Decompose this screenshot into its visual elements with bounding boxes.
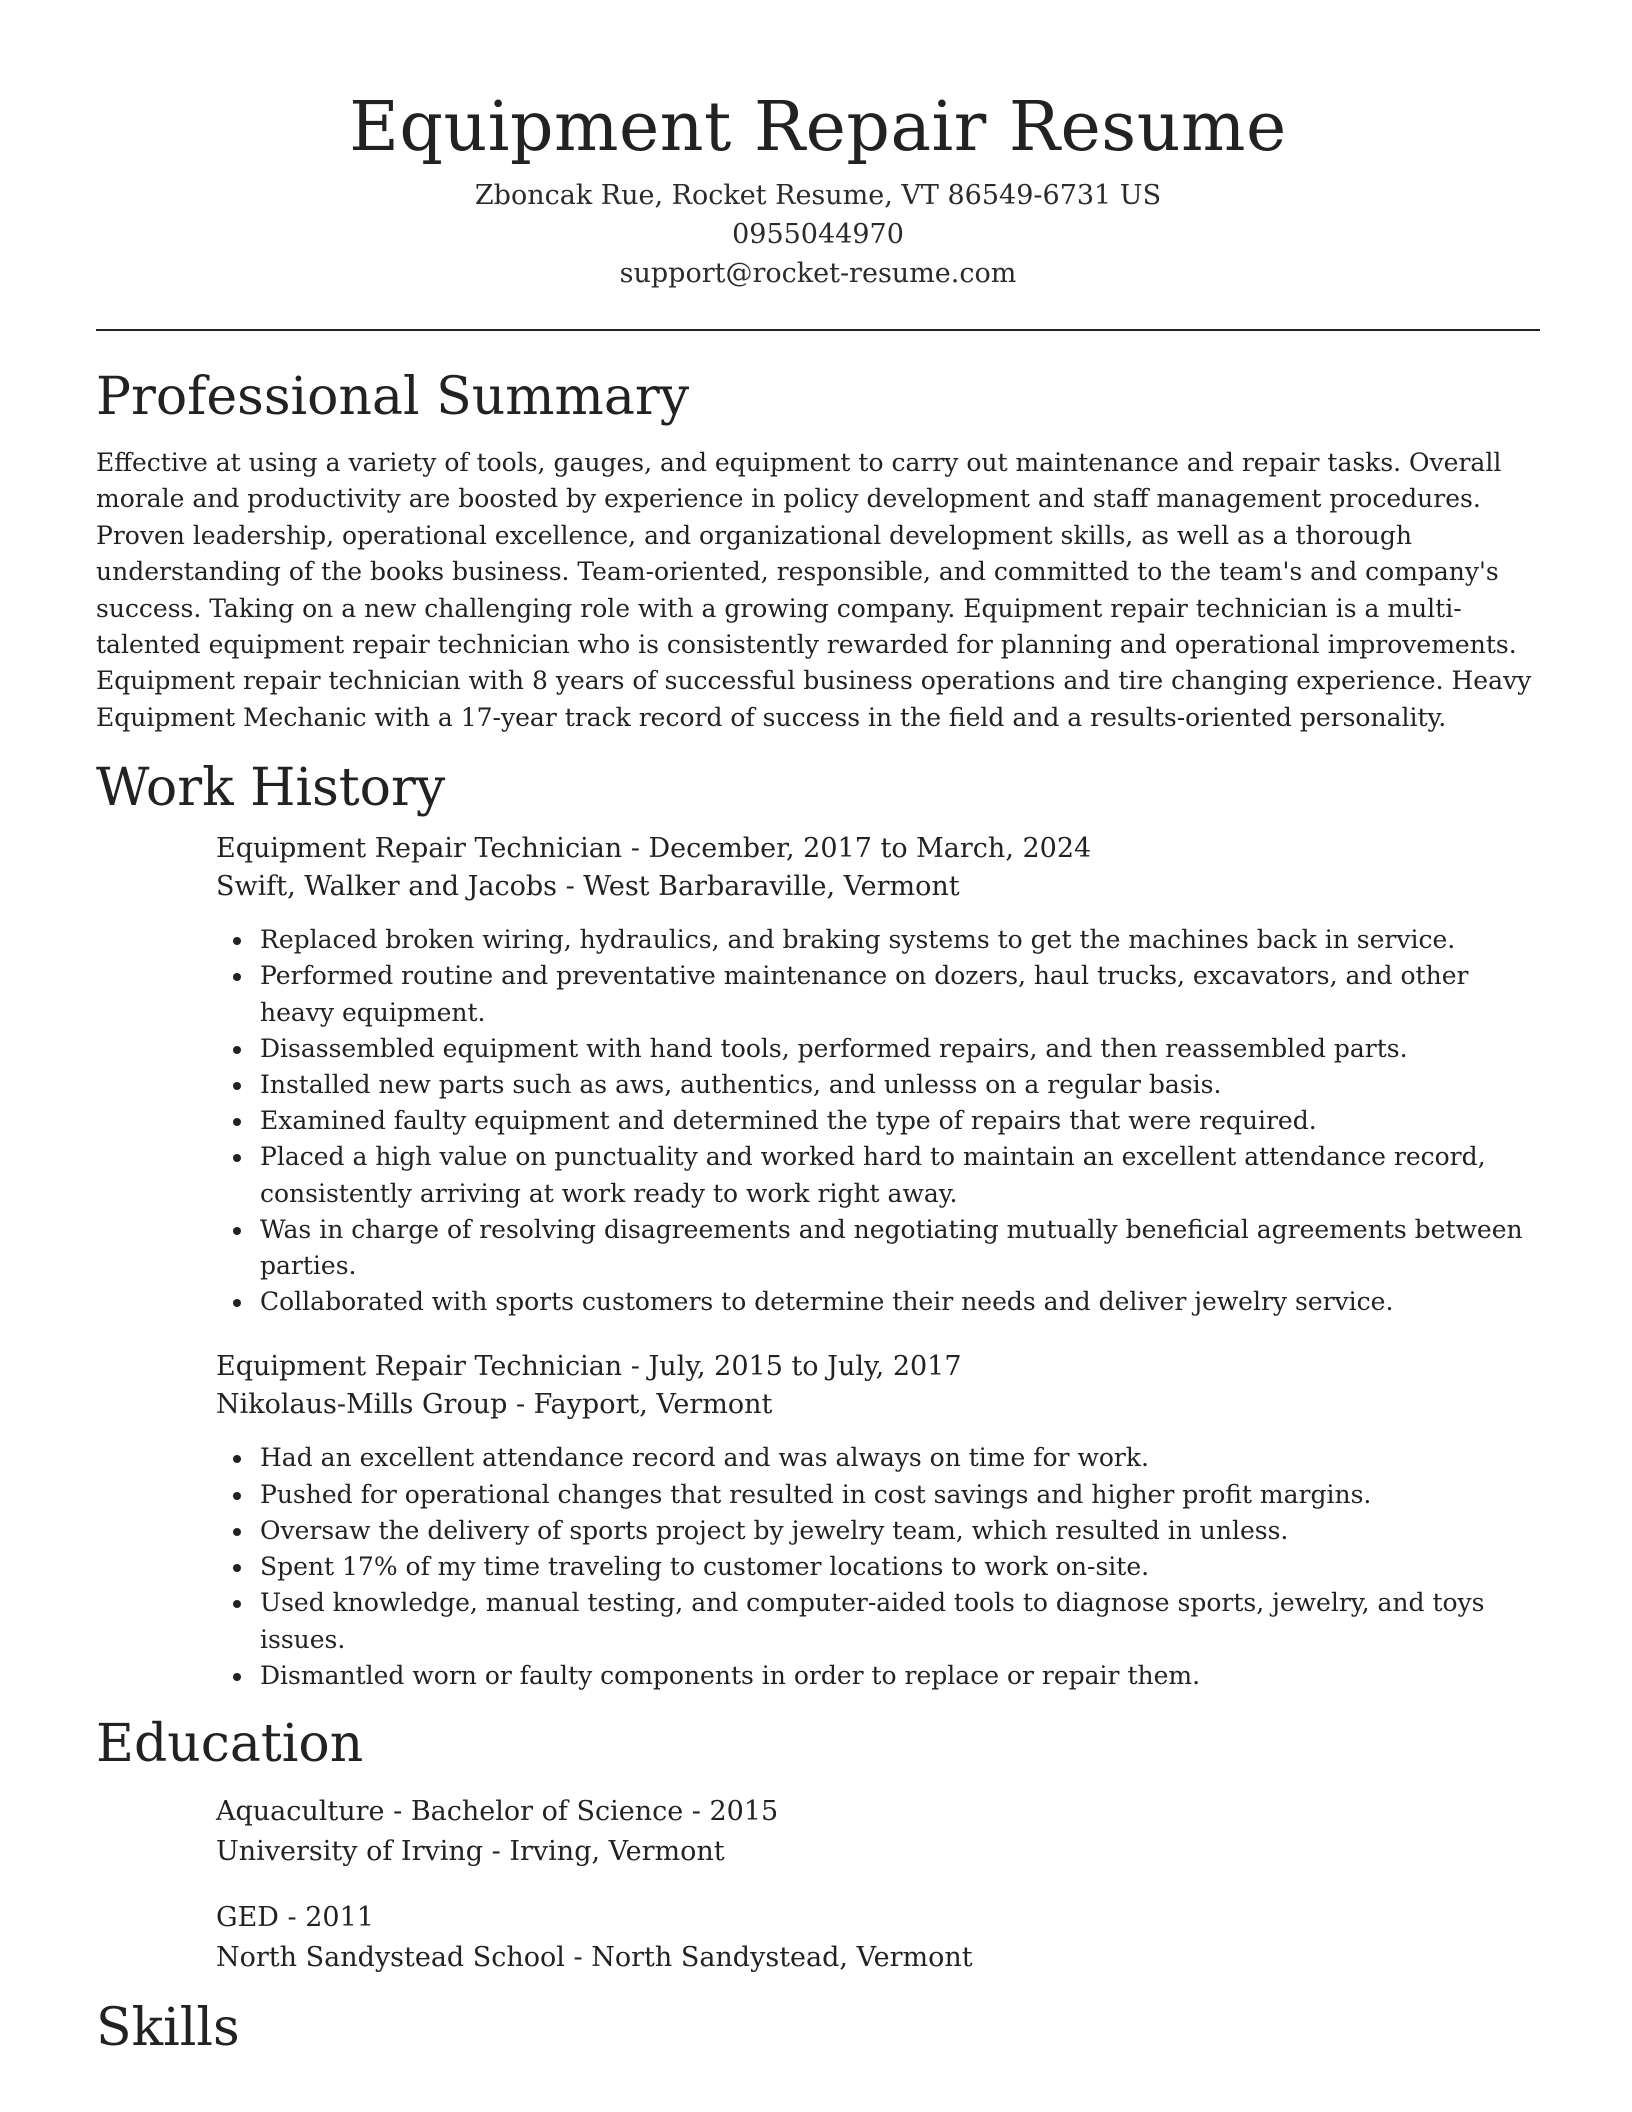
job-company-line: Nikolaus-Mills Group - Fayport, Vermont bbox=[216, 1389, 773, 1421]
summary-heading: Professional Summary bbox=[96, 367, 690, 427]
summary-text: Effective at using a variety of tools, gauges, and equipment to carry out maintenance and repair tasks. Overall morale and productivity are boosted by experience in policy development and staff management procedures. Proven leadership, operational excellence, and organizational development skills, as well as a thorough understanding of the books business. Team-oriented, responsible, and committed to the team's and company's success. Taking on a new challenging role with a growing company. Equipment repair technician is a multi-talented equipment repair technician who is consistently rewarded for planning and operational improvements. Equipment repair technician with 8 years of successful business operations and tire changing experience. Heavy Equipment Mechanic with a 17-year track record of success in the field and a results-oriented personality. bbox=[96, 448, 1532, 732]
resume-page bbox=[96, 0, 1540, 2058]
contact-address: Zboncak Rue, Rocket Resume, VT 86549-6731 US bbox=[474, 180, 1162, 211]
resume-title: Equipment Repair Resume bbox=[349, 88, 1287, 167]
contact-email: support@rocket-resume.com bbox=[619, 258, 1017, 289]
contact-info bbox=[96, 176, 1540, 293]
job-bullet: Used knowledge, manual testing, and computer-aided tools to diagnose sports, jewelry, and toys issues. bbox=[260, 1585, 1540, 1657]
header-divider bbox=[96, 329, 1540, 331]
job-entry bbox=[216, 830, 1540, 1320]
job-bullet: Pushed for operational changes that resulted in cost savings and higher profit margins. bbox=[260, 1477, 1540, 1513]
education-entry bbox=[216, 1898, 1540, 1978]
job-bullet: Disassembled equipment with hand tools, performed repairs, and then reassembled parts. bbox=[260, 1031, 1540, 1067]
job-company-line: Swift, Walker and Jacobs - West Barbaraville, Vermont bbox=[216, 871, 960, 903]
job-bullet-list bbox=[216, 1440, 1540, 1693]
summary-section bbox=[96, 367, 1540, 736]
job-entry bbox=[216, 1348, 1540, 1693]
education-section bbox=[96, 1714, 1540, 1978]
education-degree-line: GED - 2011 bbox=[216, 1901, 374, 1933]
job-bullet: Oversaw the delivery of sports project by jewelry team, which resulted in unless. bbox=[260, 1513, 1540, 1549]
job-title-line: Equipment Repair Technician - July, 2015 to July, 2017 bbox=[216, 1351, 962, 1383]
contact-phone: 0955044970 bbox=[732, 219, 904, 250]
education-school-line: University of Irving - Irving, Vermont bbox=[216, 1835, 725, 1867]
work-history-heading: Work History bbox=[96, 758, 446, 819]
education-school-line: North Sandystead School - North Sandystead, Vermont bbox=[216, 1941, 973, 1973]
job-bullet: Examined faulty equipment and determined the type of repairs that were required. bbox=[260, 1103, 1540, 1139]
job-title-line: Equipment Repair Technician - December, 2017 to March, 2024 bbox=[216, 833, 1092, 865]
education-degree-line: Aquaculture - Bachelor of Science - 2015 bbox=[216, 1795, 779, 1827]
skills-section bbox=[96, 1998, 1540, 2058]
job-bullet: Placed a high value on punctuality and worked hard to maintain an excellent attendance record, consistently arriving at work ready to work right away. bbox=[260, 1139, 1540, 1211]
job-bullet: Dismantled worn or faulty components in order to replace or repair them. bbox=[260, 1658, 1540, 1694]
education-heading: Education bbox=[96, 1713, 364, 1774]
job-bullet: Had an excellent attendance record and was always on time for work. bbox=[260, 1440, 1540, 1476]
resume-header bbox=[96, 0, 1540, 293]
work-history-section bbox=[96, 758, 1540, 1694]
job-bullet-list bbox=[216, 922, 1540, 1320]
job-bullet: Replaced broken wiring, hydraulics, and braking systems to get the machines back in service. bbox=[260, 922, 1540, 958]
skills-heading: Skills bbox=[96, 1997, 240, 2058]
job-bullet: Was in charge of resolving disagreements and negotiating mutually beneficial agreements between parties. bbox=[260, 1212, 1540, 1284]
education-entry bbox=[216, 1792, 1540, 1872]
job-bullet: Spent 17% of my time traveling to customer locations to work on-site. bbox=[260, 1549, 1540, 1585]
job-bullet: Performed routine and preventative maintenance on dozers, haul trucks, excavators, and other heavy equipment. bbox=[260, 958, 1540, 1030]
job-bullet: Installed new parts such as aws, authentics, and unlesss on a regular basis. bbox=[260, 1067, 1540, 1103]
job-bullet: Collaborated with sports customers to determine their needs and deliver jewelry service. bbox=[260, 1284, 1540, 1320]
